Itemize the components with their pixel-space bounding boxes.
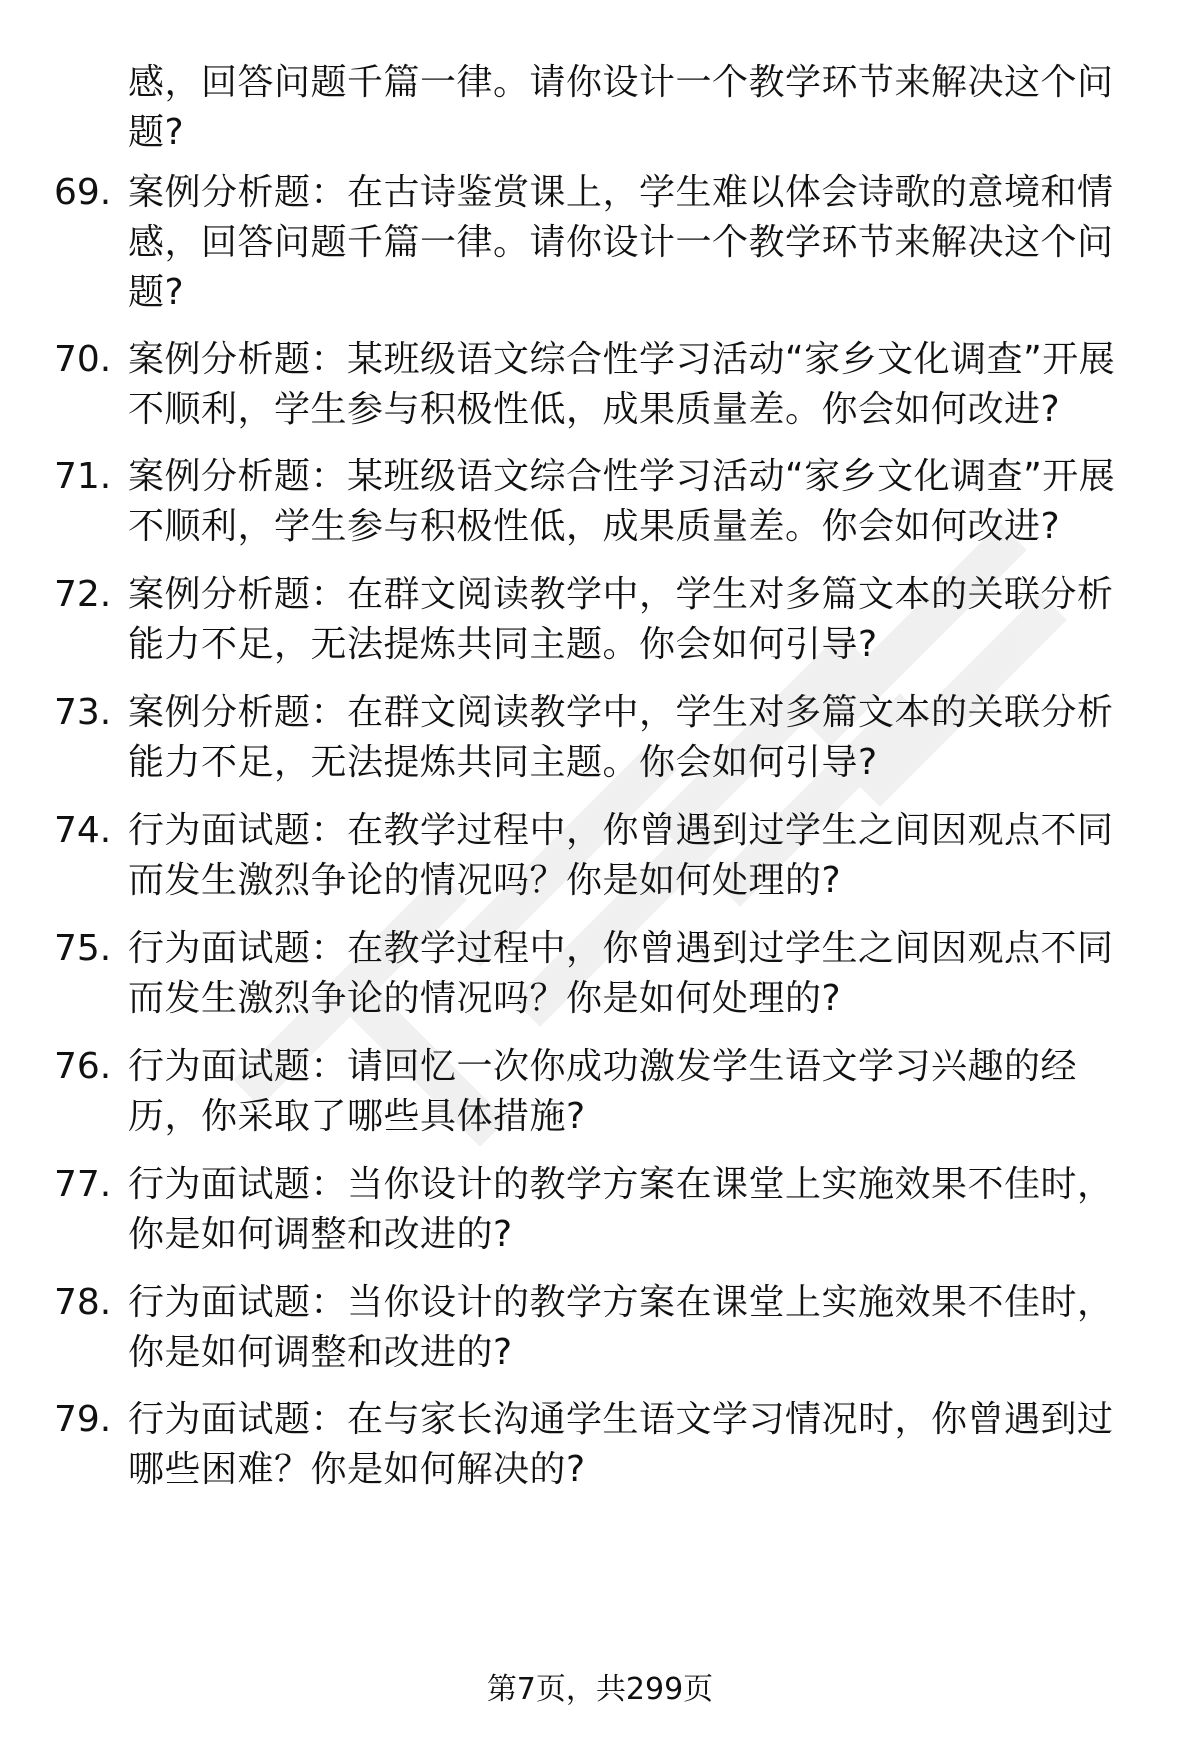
question-text: 案例分析题：某班级语文综合性学习活动“家乡文化调查”开展不顺利，学生参与积极性低，成果质量差。你会如何改进? <box>128 339 1116 430</box>
question-text: 行为面试题：当你设计的教学方案在课堂上实施效果不佳时，你是如何调整和改进的? <box>128 1282 1114 1373</box>
question-number: 79. <box>54 1399 112 1440</box>
question-number: 74. <box>54 810 112 851</box>
question-text: 案例分析题：在群文阅读教学中，学生对多篇文本的关联分析能力不足，无法提炼共同主题。你会如何引导? <box>128 574 1114 665</box>
question-number: 76. <box>54 1046 112 1087</box>
question-number: 73. <box>54 692 112 733</box>
question-number: 69. <box>54 172 112 213</box>
question-text: 案例分析题：在古诗鉴赏课上，学生难以体会诗歌的意境和情感，回答问题千篇一律。请你设计一个教学环节来解决这个问题? <box>128 172 1114 313</box>
question-number: 77. <box>54 1164 112 1205</box>
question-number: 71. <box>54 456 112 497</box>
question-text: 案例分析题：在群文阅读教学中，学生对多篇文本的关联分析能力不足，无法提炼共同主题。你会如何引导? <box>128 692 1114 783</box>
question-number: 70. <box>54 339 112 380</box>
question-text: 行为面试题：在教学过程中，你曾遇到过学生之间因观点不同而发生激烈争论的情况吗？你是如何处理的? <box>128 810 1114 901</box>
question-number: 78. <box>54 1282 112 1323</box>
question-text: 行为面试题：请回忆一次你成功激发学生语文学习兴趣的经历，你采取了哪些具体措施? <box>128 1046 1078 1137</box>
question-text: 案例分析题：某班级语文综合性学习活动“家乡文化调查”开展不顺利，学生参与积极性低，成果质量差。你会如何改进? <box>128 456 1116 547</box>
question-text: 行为面试题：当你设计的教学方案在课堂上实施效果不佳时，你是如何调整和改进的? <box>128 1164 1114 1255</box>
question-text: 行为面试题：在与家长沟通学生语文学习情况时，你曾遇到过哪些困难？你是如何解决的? <box>128 1399 1114 1490</box>
question-number: 72. <box>54 574 112 615</box>
question-text: 行为面试题：在教学过程中，你曾遇到过学生之间因观点不同而发生激烈争论的情况吗？你是如何处理的? <box>128 928 1114 1019</box>
page-footer: 第7页，共299页 <box>486 1672 714 1707</box>
question-continuation: 感，回答问题千篇一律。请你设计一个教学环节来解决这个问题? <box>128 62 1114 153</box>
question-number: 75. <box>54 928 112 969</box>
